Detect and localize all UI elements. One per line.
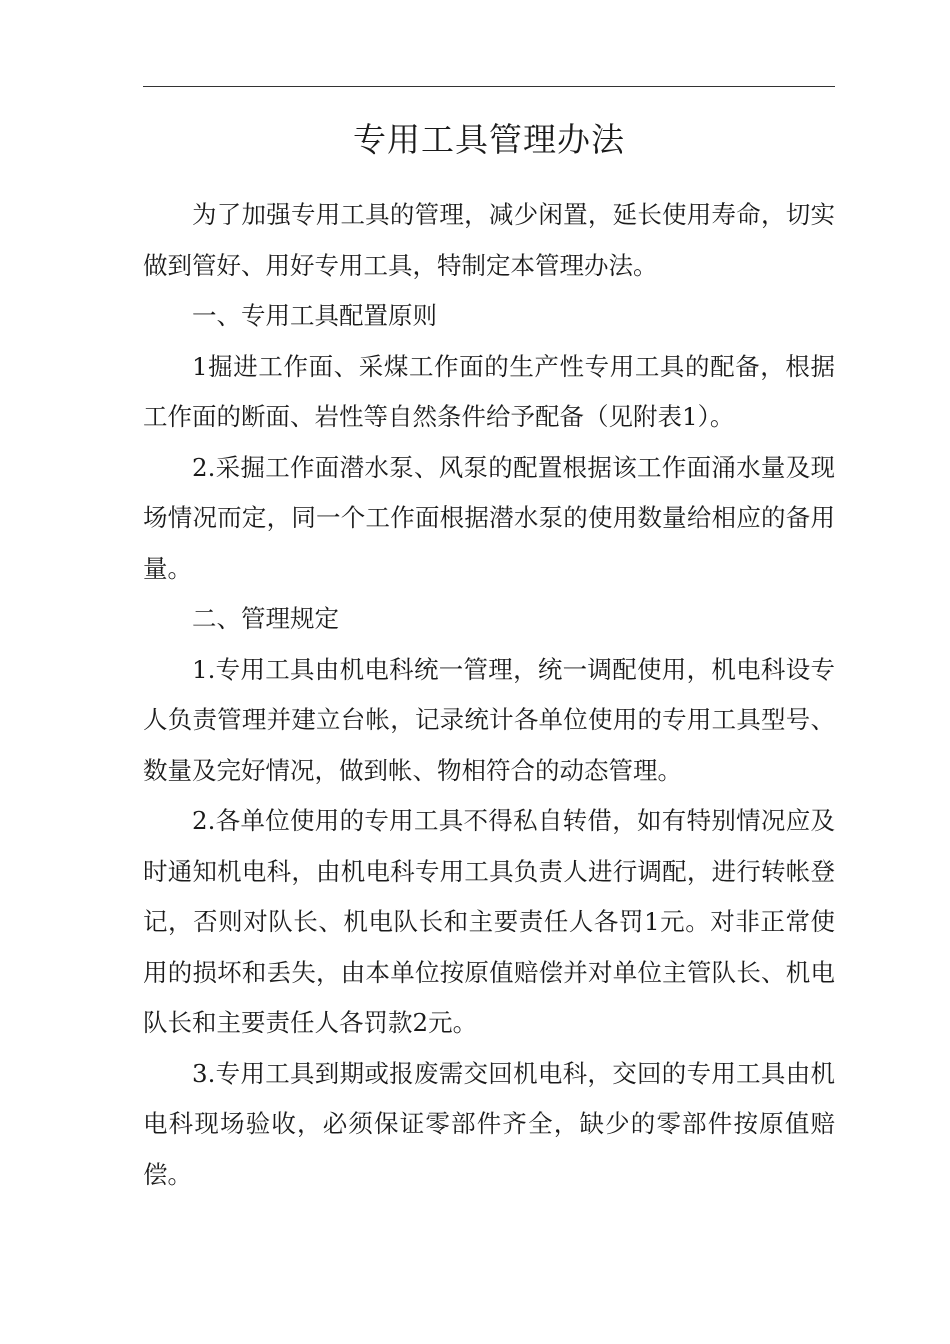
document-body: [143, 190, 835, 1200]
section-heading-management-rules: 二、管理规定: [192, 604, 339, 633]
rule-item-2: 2.各单位使用的专用工具不得私自转借，如有特别情况应及时通知机电科，由机电科专用工具负责人进行调配，进行转帐登记，否则对队长、机电队长和主要责任人各罚1元。对非正常使用的损坏和丢失，由本单位按原值赔偿并对单位主管队长、机电队长和主要责任人各罚款2元。: [143, 806, 835, 1037]
rule-item-1: 1.专用工具由机电科统一管理，统一调配使用，机电科设专人负责管理并建立台帐，记录统计各单位使用的专用工具型号、数量及完好情况，做到帐、物相符合的动态管理。: [143, 654, 835, 785]
section-heading-config-principles: 一、专用工具配置原则: [192, 301, 437, 330]
header-rule: [143, 86, 835, 87]
config-item-2: 2.采掘工作面潜水泵、风泵的配置根据该工作面涌水量及现场情况而定，同一个工作面根据潜水泵的使用数量给相应的备用量。: [143, 452, 835, 583]
document-page: [143, 112, 835, 1200]
config-item-1: 1掘进工作面、采煤工作面的生产性专用工具的配备，根据工作面的断面、岩性等自然条件给予配备（见附表1）。: [143, 351, 835, 431]
rule-item-3: 3.专用工具到期或报废需交回机电科，交回的专用工具由机电科现场验收，必须保证零部件齐全，缺少的零部件按原值赔偿。: [143, 1058, 835, 1189]
intro-paragraph: 为了加强专用工具的管理，减少闲置，延长使用寿命，切实做到管好、用好专用工具，特制定本管理办法。: [143, 200, 835, 280]
document-title: 专用工具管理办法: [353, 120, 625, 159]
